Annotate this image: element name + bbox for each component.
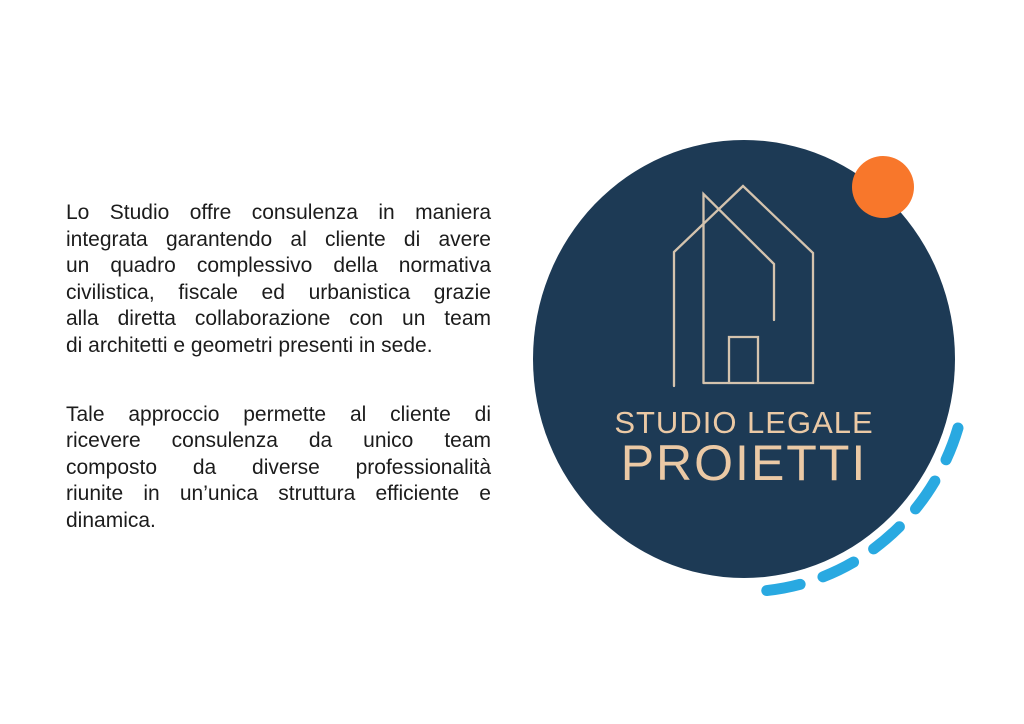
intro-p2-line: Tale approccio permette al cliente di — [66, 402, 491, 426]
intro-p2-line: riunite in un’unica struttura efficiente e — [66, 482, 491, 506]
intro-p2-line: composto da diverse professionalità — [66, 455, 491, 479]
orange-dot-icon — [852, 156, 914, 218]
intro-p1-line: di architetti e geometri presenti in sede. — [66, 333, 433, 357]
logo-name-line2: PROIETTI — [620, 435, 868, 491]
intro-p2-line: ricevere consulenza da unico team — [66, 429, 491, 453]
intro-p1-line: Lo Studio offre consulenza in maniera — [66, 201, 491, 224]
intro-p1-line: alla diretta collaborazione con un team — [66, 307, 491, 331]
intro-p1-line: civilistica, fiscale ed urbanistica grazie — [66, 280, 491, 304]
logo-name-line1: STUDIO LEGALE — [614, 405, 874, 440]
intro-p1-line: integrata garantendo al cliente di avere — [66, 227, 491, 251]
intro-p2-line: dinamica. — [66, 508, 156, 532]
intro-p1-line: un quadro complessivo della normativa — [66, 254, 491, 278]
